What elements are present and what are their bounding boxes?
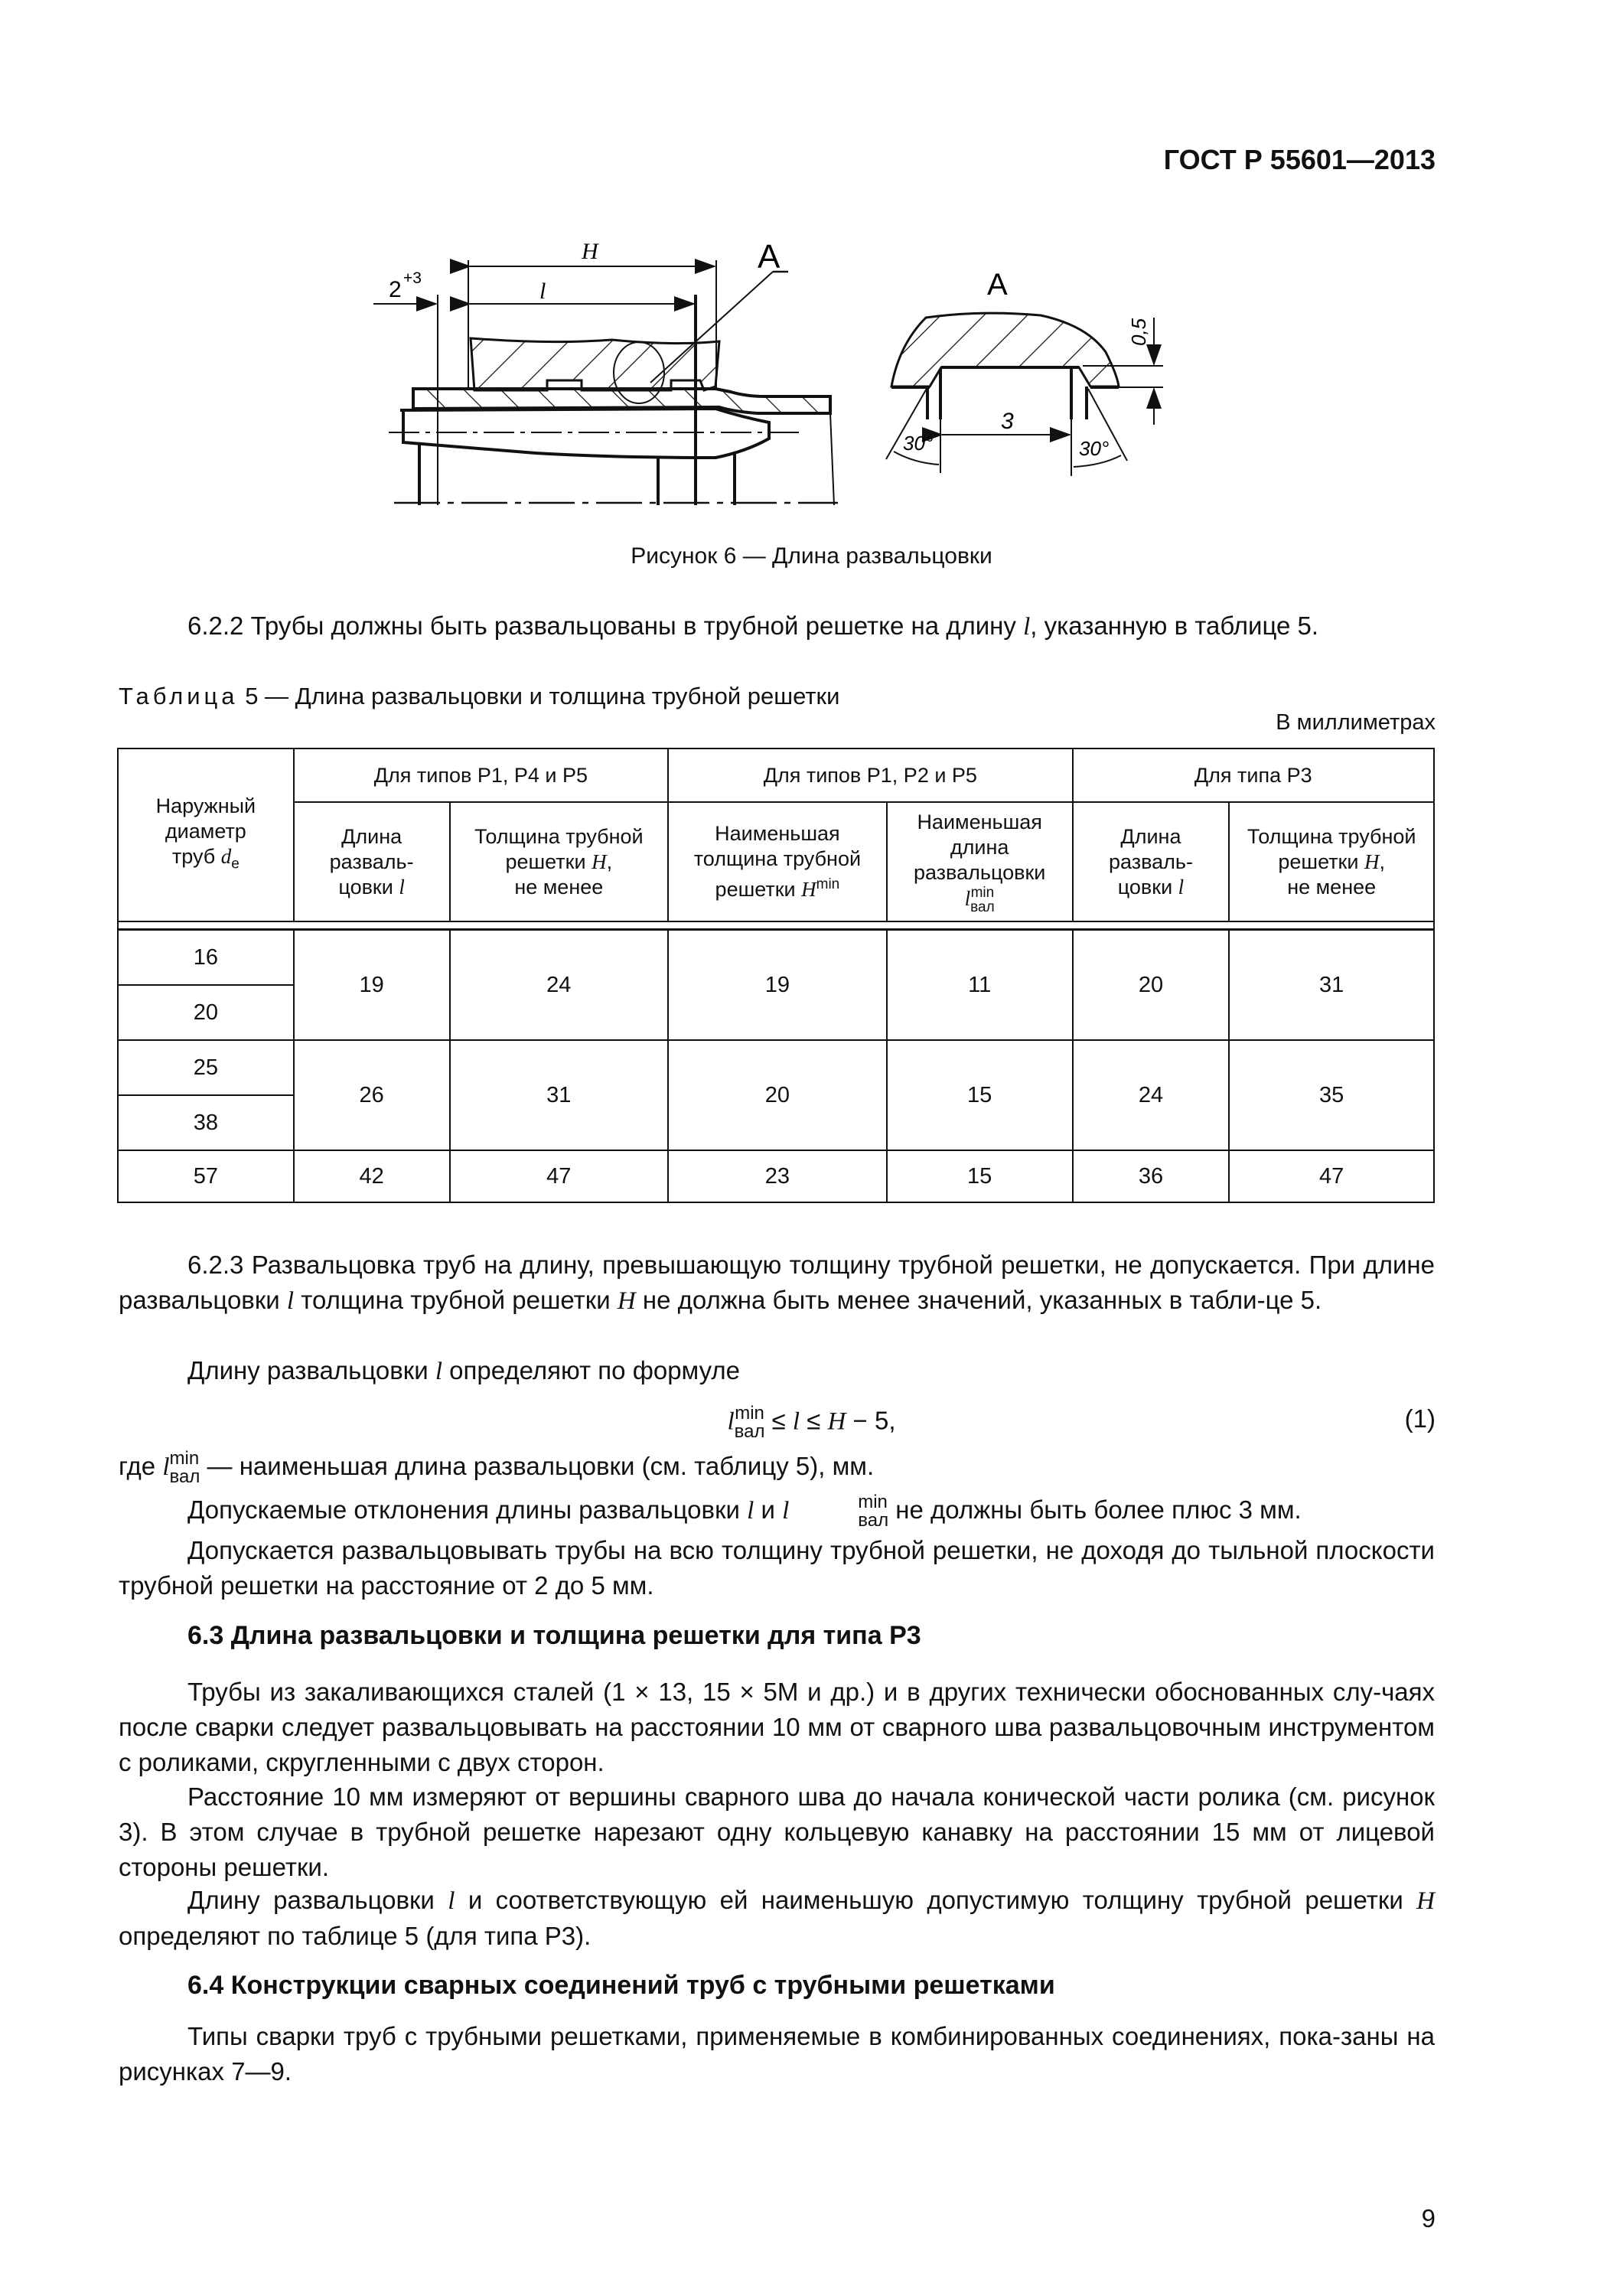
dim-l-label: l [539,279,546,304]
table-row [118,1150,1434,1202]
paragraph-6-3-2: Расстояние 10 мм измеряют от вершины сварного шва до начала конической части ролика (см. рисунок 3). В этом случае в трубной решетке нарезают одну кольцевую канавку на расстоянии 15 мм от лицевой стороны решетки. [119,1782,1435,1881]
diameter-cell: 25 [118,1040,294,1095]
value-cell: 19 [294,930,450,1041]
diameter-cell: 38 [118,1095,294,1150]
dim-offset-base: 2 [389,277,402,302]
value-cell: 35 [1229,1040,1434,1150]
header-outer-diameter: Наружный диаметр труб $d_e$ [118,748,294,921]
value-cell: 24 [1073,1040,1230,1150]
standard-id: ГОСТ Р 55601—2013 [1163,144,1436,175]
value-cell: 19 [668,930,887,1041]
header-g2-min-thickness: Наименьшая толщина трубной решетки $H^{min}$ [668,802,887,921]
table-units: В миллиметрах [1276,710,1436,735]
value-cell: 31 [1229,930,1434,1041]
callout-a-label: A [758,238,781,276]
table-row [118,1040,1434,1095]
header-g3-length: Длина разваль- цовки l [1073,802,1230,921]
paragraph-tolerance: Допускаемые отклонения длины развальцовки l и l min вал не должны быть более плюс 3 мм. [187,1492,1302,1531]
diameter-cell: 16 [118,930,294,986]
table-5 [117,748,1435,1203]
section-heading-6-3: 6.3 Длина развальцовки и толщина решетки для типа Р3 [187,1621,921,1650]
detail-width-label: 3 [1001,409,1014,434]
paragraph-full-thickness: Допускается развальцовывать трубы на всю толщину трубной решетки, не доходя до тыльной плоскости трубной решетки на расстояние от 2 до 5 мм. [119,1536,1435,1600]
dim-h-label: H [582,239,598,264]
main-section-view [373,238,838,505]
value-cell: 11 [887,930,1073,1041]
formula-1: l min вал ≤ l ≤ H − 5, [727,1403,896,1442]
diameter-cell: 57 [118,1150,294,1202]
paragraph-6-3-1: Трубы из закаливающихся сталей (1 × 13, 15 × 5М и др.) и в других технически обоснованных слу-чаях после сварки следует развальцовывать на расстоянии 10 мм от сварного шва развальцовочным инструментом с роликами, скругленными с двух сторон. [119,1678,1435,1776]
value-cell: 23 [668,1150,887,1202]
value-cell: 26 [294,1040,450,1150]
header-g1-length: Длина разваль- цовки l [294,802,450,921]
dim-offset-tolerance: +3 [403,269,422,287]
paragraph-6-4-1: Типы сварки труб с трубными решетками, применяемые в комбинированных соединениях, пока-заны на рисунках 7—9. [119,2022,1435,2086]
value-cell: 42 [294,1150,450,1202]
header-g2-min-length: Наименьшая длина развальцовки l min вал [887,802,1073,921]
value-cell: 20 [668,1040,887,1150]
header-g1-thickness: Толщина трубной решетки H, не менее [450,802,669,921]
value-cell: 15 [887,1150,1073,1202]
paragraph-formula-intro: Длину развальцовки l определяют по формуле [187,1356,740,1385]
group-header-p3: Для типа Р3 [1073,748,1434,802]
value-cell: 20 [1073,930,1230,1041]
figure-caption: Рисунок 6 — Длина развальцовки [631,543,992,569]
table-title: Таблица 5 — Длина развальцовки и толщина трубной решетки [119,683,840,709]
value-cell: 24 [450,930,669,1041]
value-cell: 15 [887,1040,1073,1150]
section-heading-6-4: 6.4 Конструкции сварных соединений труб с трубными решетками [187,1971,1055,2000]
angle-left-label: 30° [903,432,934,455]
detail-depth-label: 0,5 [1127,318,1150,346]
angle-right-label: 30° [1079,437,1110,460]
value-cell: 31 [450,1040,669,1150]
value-cell: 36 [1073,1150,1230,1202]
formula-number: (1) [1404,1404,1436,1433]
value-cell: 47 [450,1150,669,1202]
group-header-p1-p2-p5: Для типов Р1, Р2 и Р5 [668,748,1073,802]
paragraph-6-2-2: 6.2.2 Трубы должны быть развальцованы в трубной решетке на длину l, указанную в таблице 5. [187,612,1319,641]
paragraph-6-3-3: Длину развальцовки l и соответствующую ей наименьшую допустимую толщину трубной решетки H определяют по таблице 5 (для типа Р3). [119,1886,1435,1950]
page-number: 9 [1421,2204,1436,2232]
table-row [118,930,1434,986]
value-cell: 47 [1229,1150,1434,1202]
paragraph-6-2-3: 6.2.3 Развальцовка труб на длину, превышающую толщину трубной решетки, не допускается. При длине развальцовки l толщина трубной решетки H не должна быть менее значений, указанных в табли-це 5. [119,1251,1435,1315]
paragraph-where: где l min вал — наименьшая длина развальцовки (см. таблицу 5), мм. [119,1448,875,1488]
detail-a-title: A [987,268,1008,302]
group-header-p1-p4-p5: Для типов Р1, Р4 и Р5 [294,748,668,802]
diameter-cell: 20 [118,985,294,1040]
detail-view-a [886,268,1163,476]
header-g3-thickness: Толщина трубной решетки H, не менее [1229,802,1434,921]
figure-6-drawing [360,222,1217,520]
